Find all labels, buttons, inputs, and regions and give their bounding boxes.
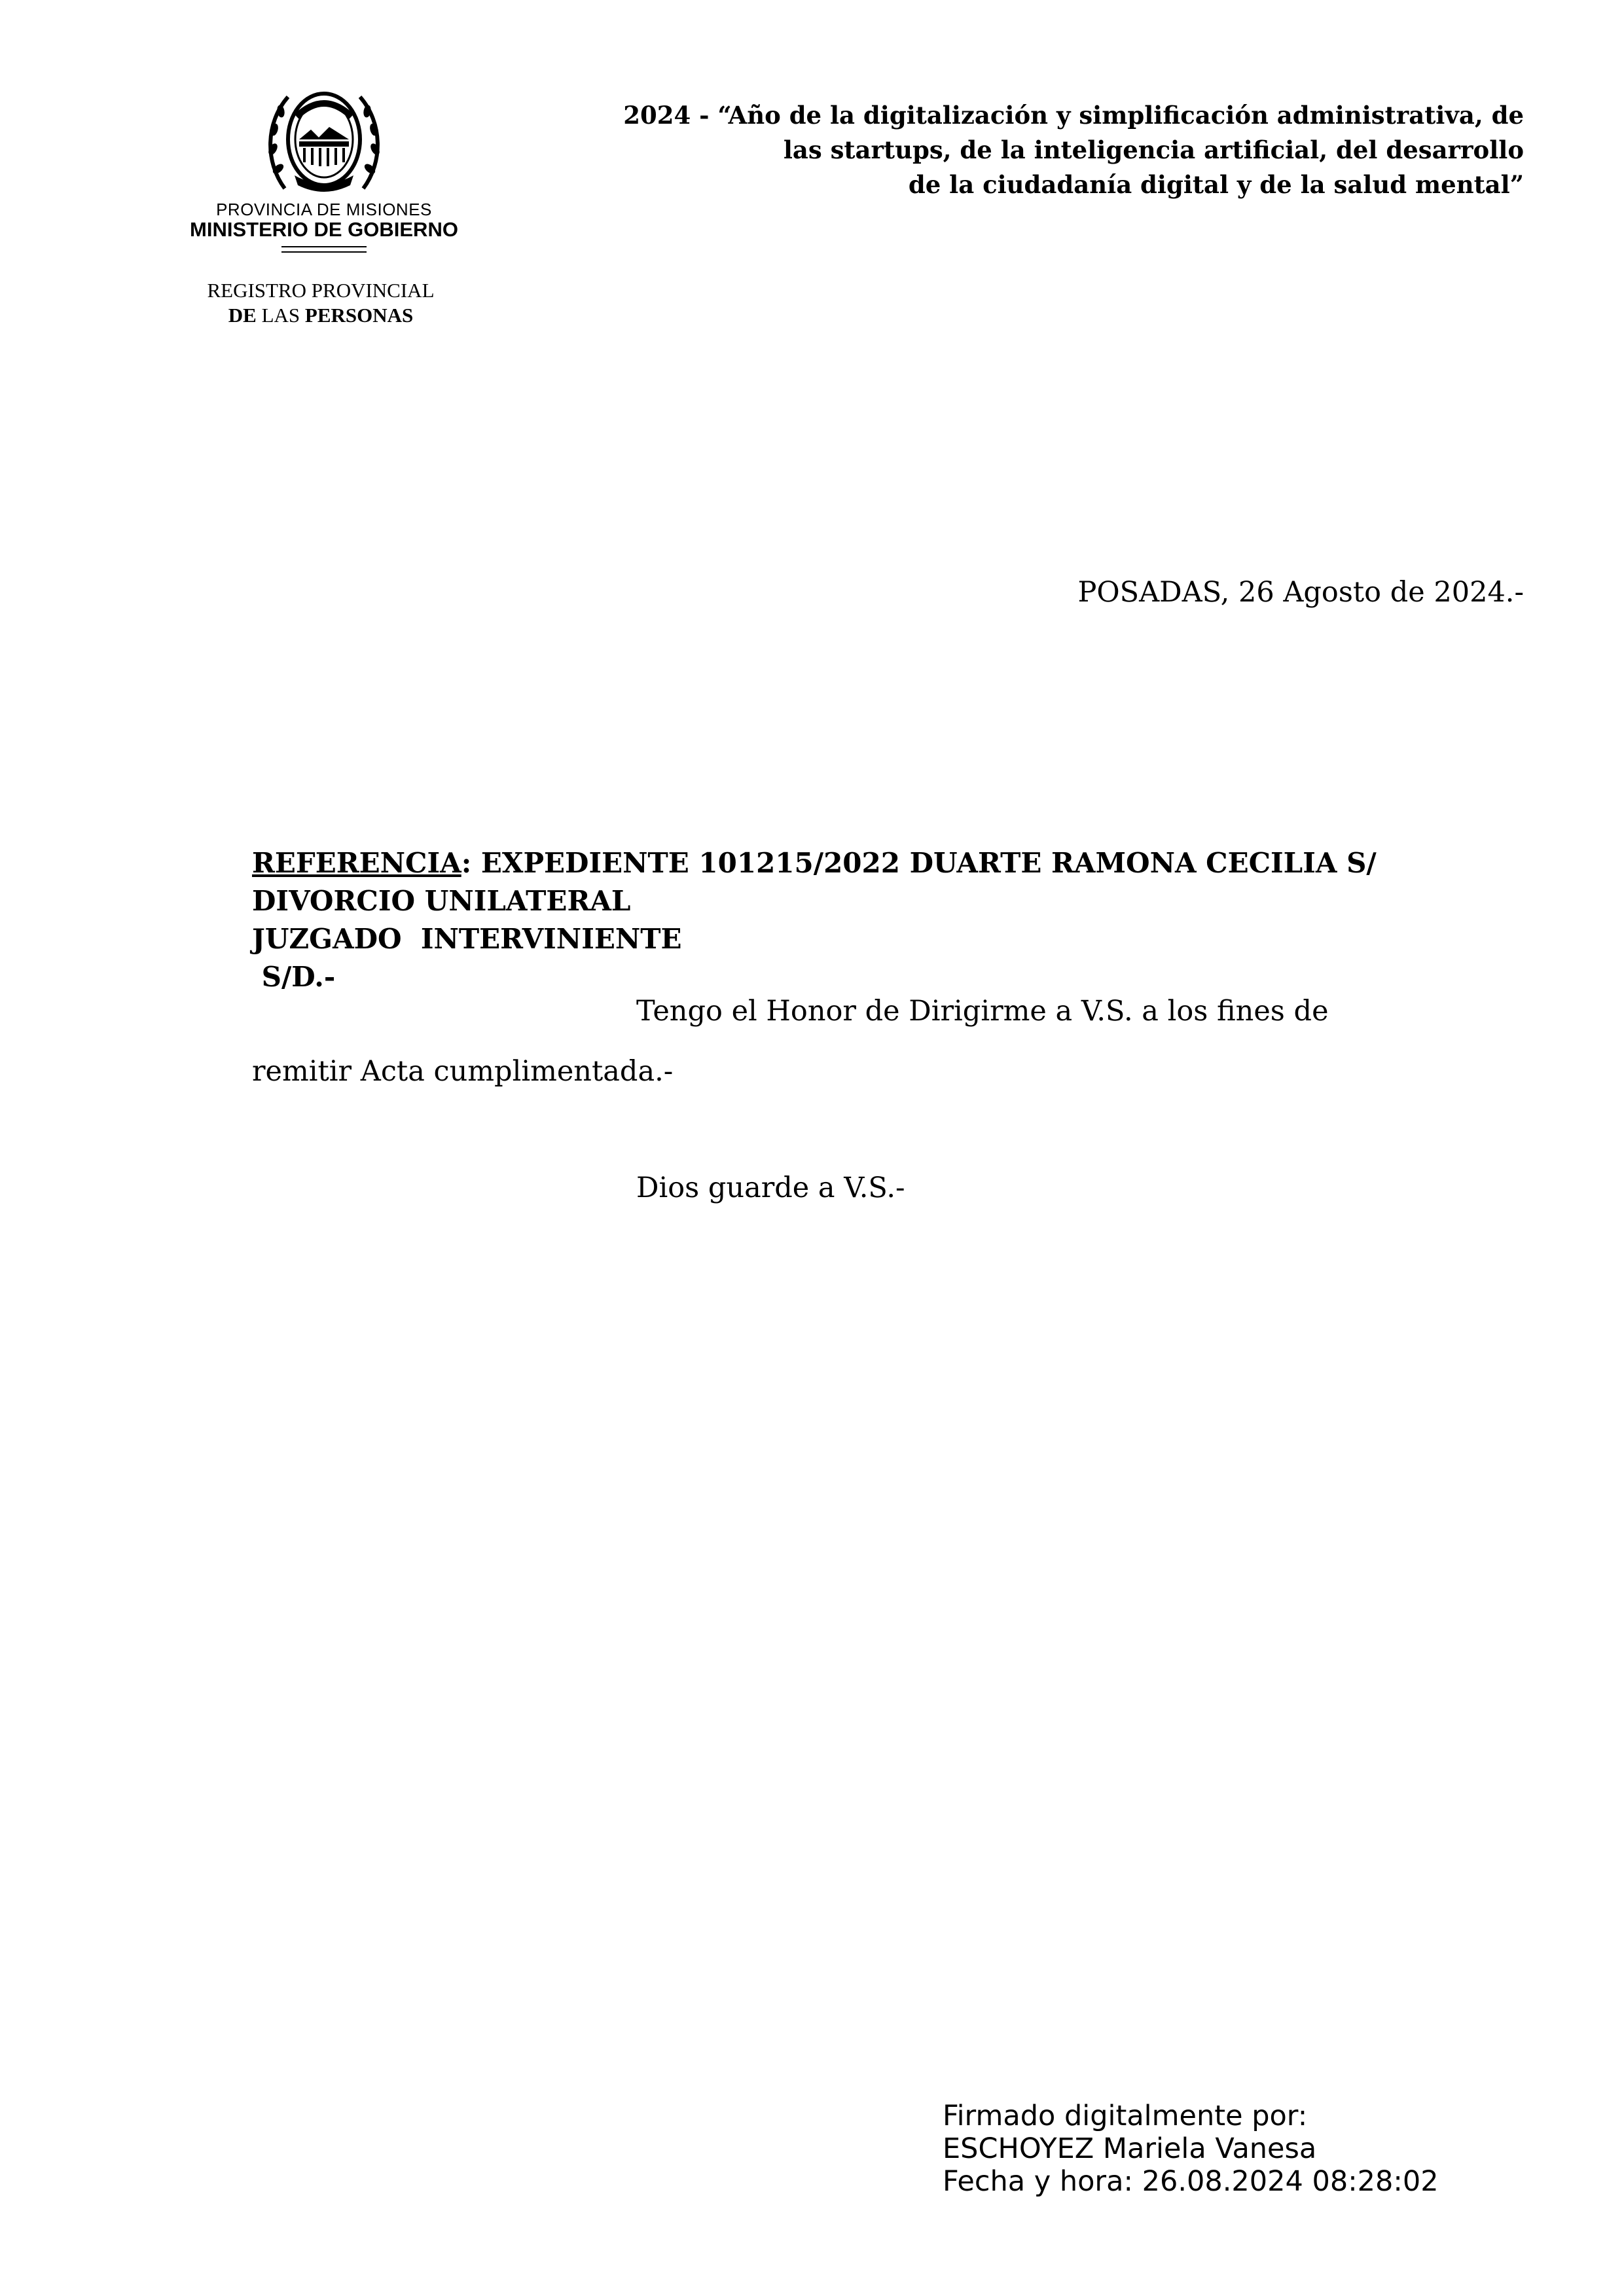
reference-line-4: S/D.- bbox=[252, 961, 336, 993]
registry-line-1: REGISTRO PROVINCIAL bbox=[207, 279, 435, 302]
registry-personas: PERSONAS bbox=[304, 304, 414, 327]
year-motto bbox=[542, 98, 1524, 202]
registry-las: LAS bbox=[256, 304, 305, 327]
letterhead-divider bbox=[281, 246, 367, 247]
reference-line-1 bbox=[252, 844, 1535, 882]
motto-line-2: las startups, de la inteligencia artificial, del desarrollo bbox=[783, 135, 1524, 164]
province-name: PROVINCIA DE MISIONES bbox=[216, 200, 432, 219]
body-line-1: Tengo el Honor de Dirigirme a V.S. a los fines de bbox=[636, 995, 1329, 1028]
motto-line-1: 2024 - “Año de la digitalización y simplificación administrativa, de bbox=[623, 101, 1524, 130]
closing-line: Dios guarde a V.S.- bbox=[636, 1172, 905, 1204]
signature-line-3: Fecha y hora: 26.08.2024 08:28:02 bbox=[943, 2165, 1439, 2198]
document-date: POSADAS, 26 Agosto de 2024.- bbox=[1077, 576, 1524, 609]
registry-name bbox=[164, 278, 478, 328]
reference-label: REFERENCIA bbox=[252, 847, 461, 879]
signature-line-1: Firmado digitalmente por: bbox=[943, 2100, 1308, 2132]
digital-signature bbox=[943, 2100, 1439, 2198]
reference-line-3: JUZGADO INTERVINIENTE bbox=[252, 923, 682, 955]
reference-block bbox=[252, 844, 1535, 996]
reference-line-2: DIVORCIO UNILATERAL bbox=[252, 885, 631, 917]
registry-line-2 bbox=[164, 303, 478, 328]
ministry-name: MINISTERIO DE GOBIERNO bbox=[190, 218, 458, 241]
motto-line-3: de la ciudadanía digital y de la salud mental” bbox=[908, 170, 1524, 199]
provincial-seal-icon bbox=[259, 77, 389, 195]
signature-line-2: ESCHOYEZ Mariela Vanesa bbox=[943, 2132, 1317, 2165]
registry-de: DE bbox=[228, 304, 257, 327]
body-line-2: remitir Acta cumplimentada.- bbox=[252, 1055, 674, 1088]
reference-text: : EXPEDIENTE 101215/2022 DUARTE RAMONA CECILIA S/ bbox=[461, 847, 1377, 879]
letterhead-divider bbox=[281, 251, 367, 253]
